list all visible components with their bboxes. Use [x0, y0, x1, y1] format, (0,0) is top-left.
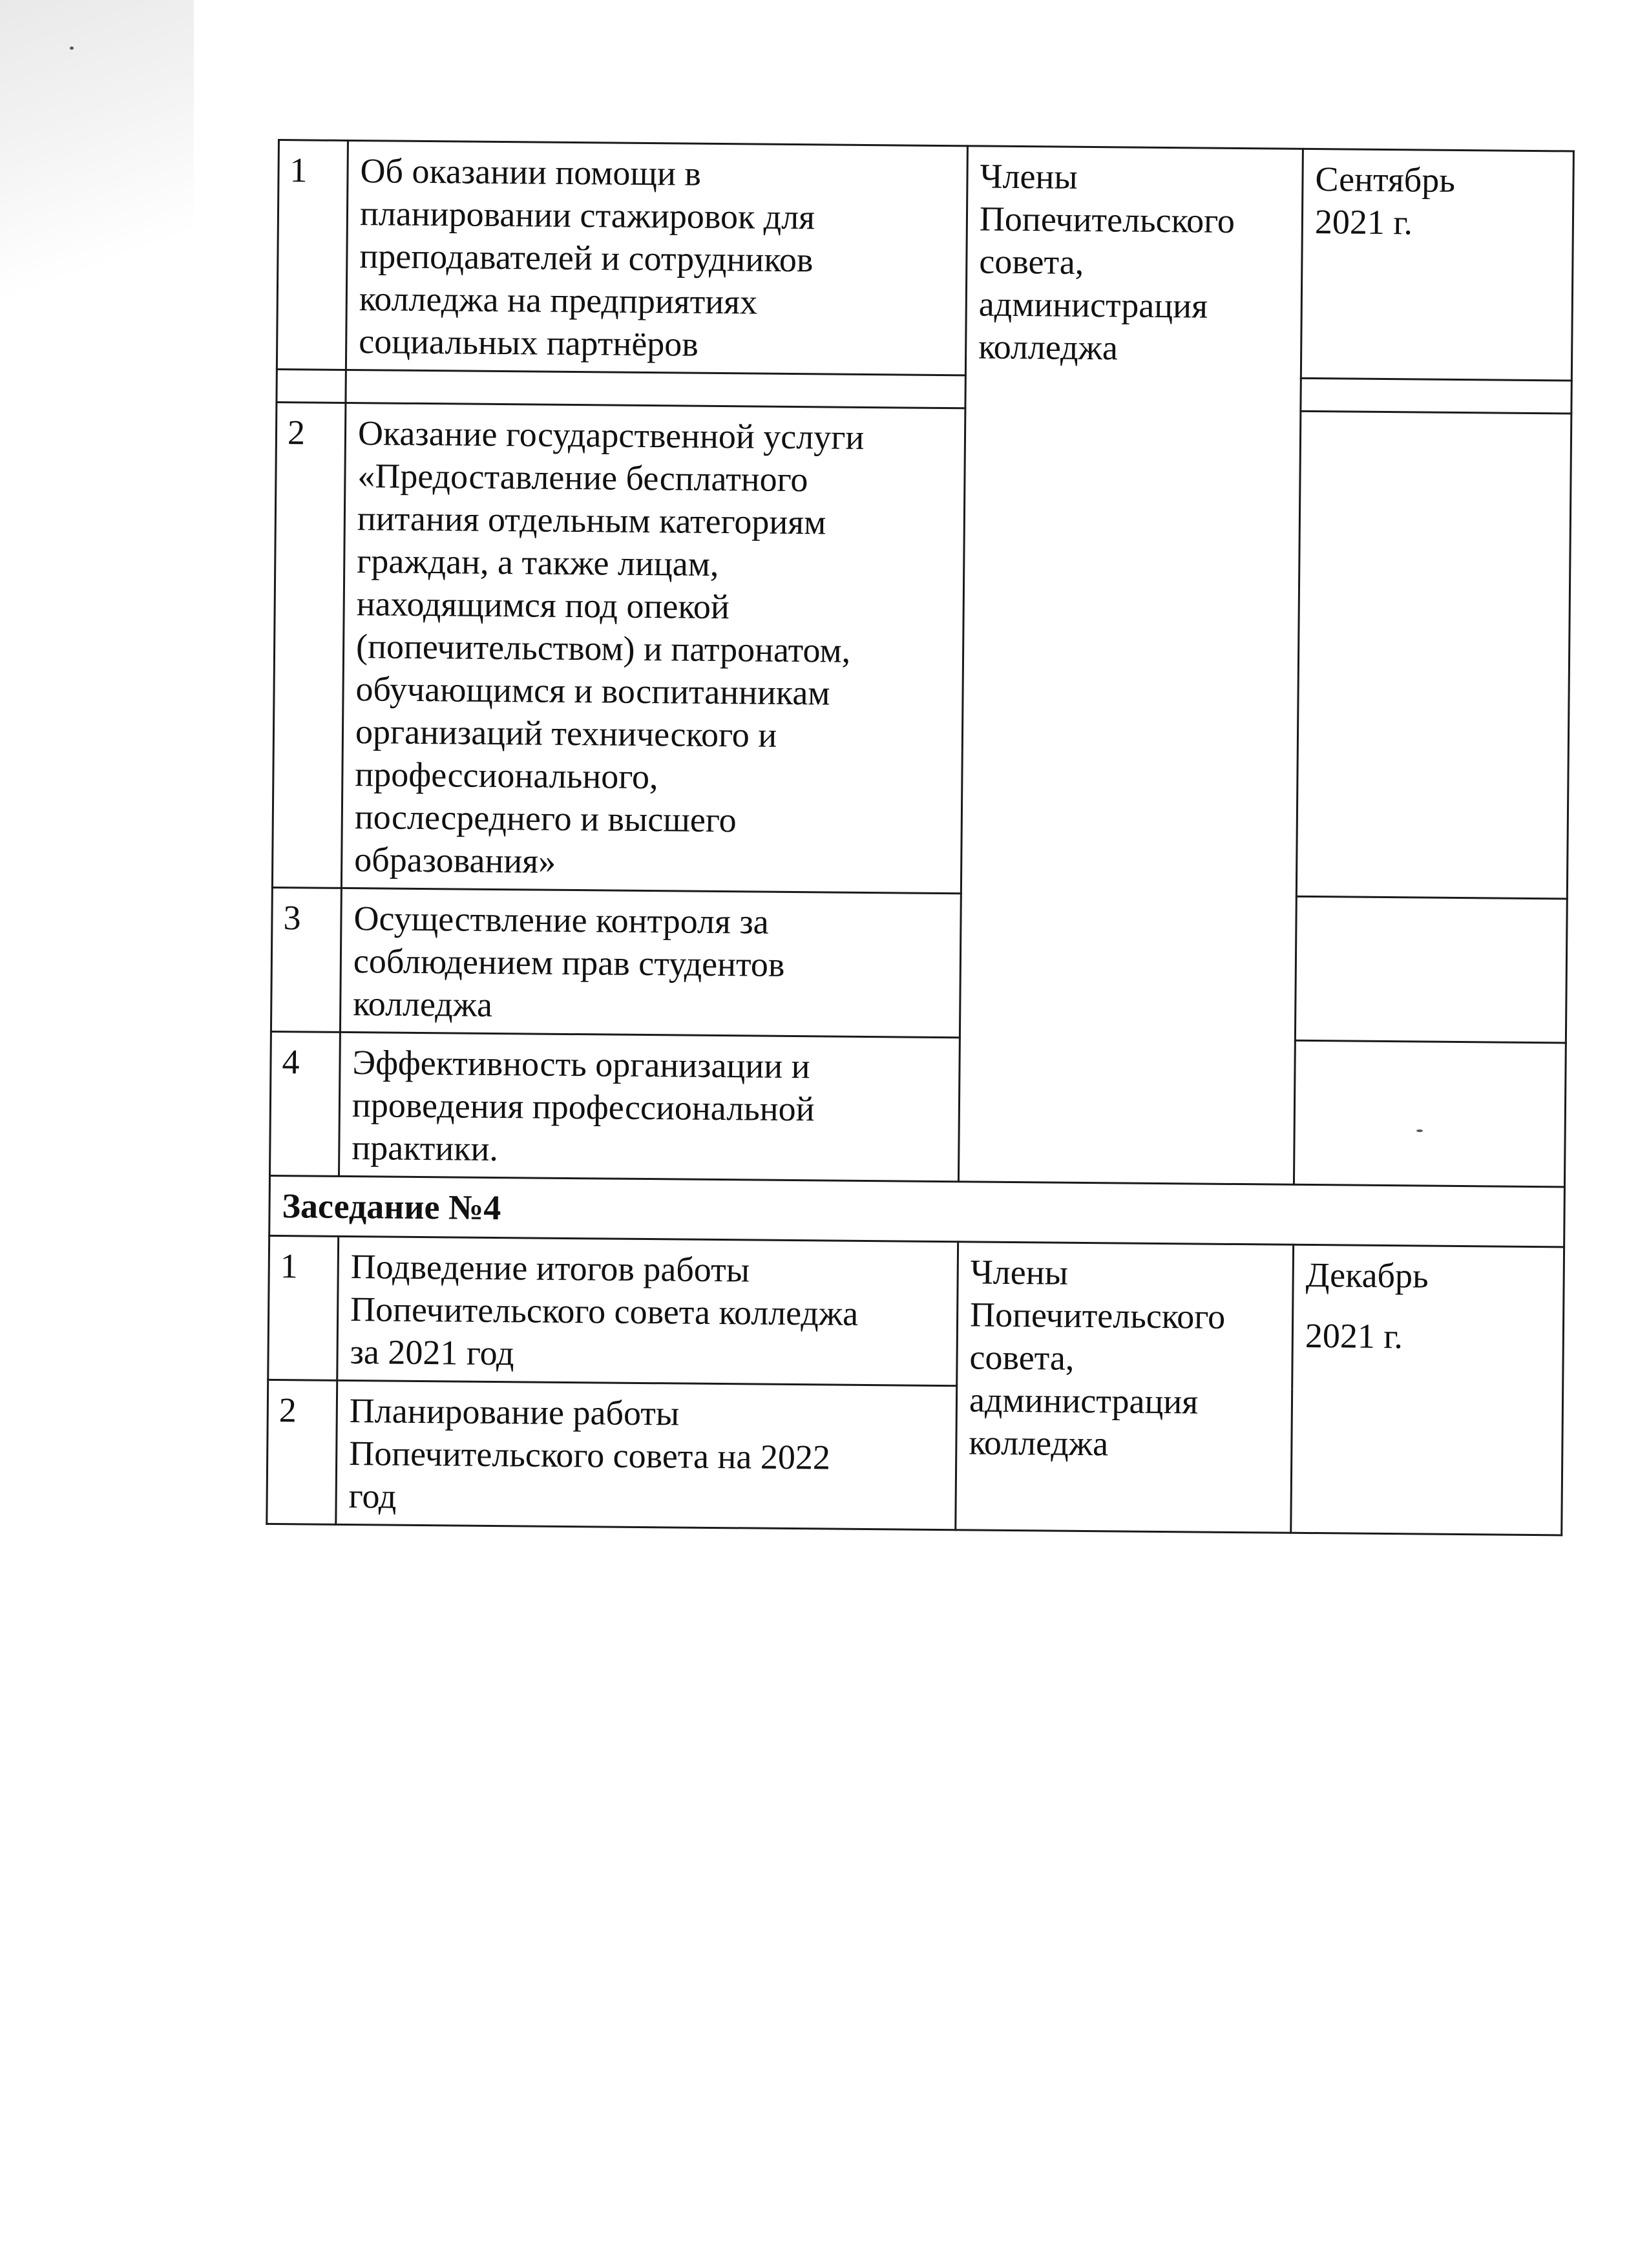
empty-cell — [1296, 411, 1571, 899]
row-topic: Оказание государственной услуги «Предоставление бесплатного питания отдельным категориям граждан, а также лицам, находящимся под опекой (попечительством) и патронатом, обучающимся и воспитанникам организаций технического и профессионального, послесреднего и высшего образования» — [341, 403, 965, 893]
section-title: Заседание №4 — [269, 1175, 1565, 1246]
row-topic: Подведение итогов работы Попечительского совета колледжа за 2021 год — [337, 1236, 958, 1385]
plan-table-container — [266, 139, 1557, 1536]
responsible-cell: Члены Попечительского совета, администрация колледжа — [958, 146, 1303, 1184]
term-month: Декабрь — [1305, 1255, 1429, 1296]
row-number: 1 — [268, 1235, 339, 1380]
term-cell — [1291, 1244, 1564, 1535]
table-row — [272, 402, 1571, 898]
row-topic: Осуществление контроля за соблюдением прав студентов колледжа — [340, 888, 961, 1037]
row-topic: Эффективность организации и проведения профессиональной практики. — [339, 1032, 960, 1181]
row-number: 2 — [267, 1380, 337, 1524]
row-number: 2 — [272, 402, 346, 888]
plan-table — [266, 139, 1575, 1536]
row-topic: Об оказании помощи в планировании стажировок для преподавателей и сотрудников колледжа на предприятиях социальных партнёров — [346, 140, 967, 375]
row-number: 1 — [277, 140, 348, 370]
row-number: 4 — [269, 1031, 340, 1176]
section-header-row — [269, 1175, 1565, 1246]
empty-cell — [1301, 378, 1571, 414]
scan-shadow — [0, 0, 194, 362]
row-topic: Планирование работы Попечительского совета на 2022 год — [336, 1380, 957, 1529]
empty-cell — [277, 369, 346, 403]
table-row — [271, 887, 1567, 1042]
responsible-cell: Члены Попечительского совета, администрация колледжа — [956, 1242, 1294, 1533]
empty-cell — [346, 370, 965, 408]
table-row — [277, 140, 1573, 381]
scan-speck — [70, 47, 74, 50]
empty-cell — [1294, 1040, 1566, 1187]
table-row — [268, 1235, 1564, 1391]
row-number: 3 — [271, 887, 341, 1032]
term-year: 2021 г. — [1305, 1316, 1403, 1356]
empty-cell — [1295, 896, 1567, 1043]
table-row — [269, 1031, 1566, 1186]
term-cell: Сентябрь 2021 г. — [1301, 149, 1573, 381]
